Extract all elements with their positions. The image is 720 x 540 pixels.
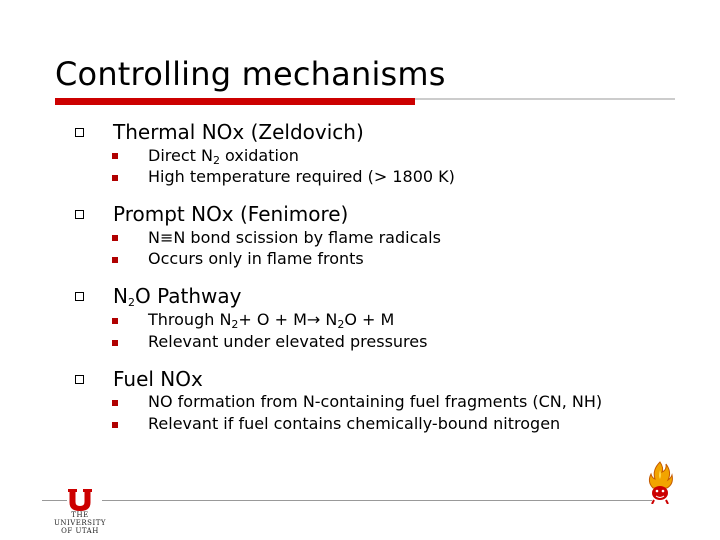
slide-title: Controlling mechanisms: [55, 55, 446, 93]
square-bullet-icon: [112, 400, 118, 406]
logo-line: THE: [71, 511, 89, 519]
hollow-square-bullet-icon: [75, 210, 84, 219]
logo-wordmark: [45, 511, 115, 535]
block-u-logo-icon: [66, 488, 94, 512]
outline-subitem: Through $N_2+ O + M\to N_2O + M$: [148, 310, 395, 331]
hollow-square-bullet-icon: [75, 292, 84, 301]
logo-line: UNIVERSITY: [53, 519, 107, 527]
outline-subitem: Direct $N_2$ oxidation: [148, 146, 299, 167]
square-bullet-icon: [112, 235, 118, 241]
outline-subitem: Occurs only in flame fronts: [148, 249, 364, 268]
hollow-square-bullet-icon: [75, 375, 84, 384]
title-underline-accent: [55, 98, 415, 105]
outline-subitem: Relevant under elevated pressures: [148, 332, 428, 351]
square-bullet-icon: [112, 422, 118, 428]
square-bullet-icon: [112, 340, 118, 346]
square-bullet-icon: [112, 318, 118, 324]
outline-subitem: NO formation from N-containing fuel fragments (CN, NH): [148, 392, 603, 411]
hollow-square-bullet-icon: [75, 128, 84, 137]
footer-divider: [102, 500, 652, 501]
outline-subitem: N≡N bond scission by flame radicals: [148, 228, 441, 247]
logo-line: OF UTAH: [61, 527, 99, 535]
title-underline-gray: [415, 98, 675, 100]
university-logo: [45, 488, 111, 538]
square-bullet-icon: [112, 257, 118, 263]
outline-item: Prompt NOx (Fenimore): [113, 202, 349, 226]
outline-item: Thermal NOx (Zeldovich): [113, 120, 364, 144]
square-bullet-icon: [112, 153, 118, 159]
square-bullet-icon: [112, 175, 118, 181]
outline-item: Fuel NOx: [113, 367, 203, 391]
outline-item: $N_2O$ Pathway: [113, 284, 242, 309]
mascot-icon: [645, 460, 675, 504]
outline-subitem: Relevant if fuel contains chemically-bound nitrogen: [148, 414, 561, 433]
outline-subitem: High temperature required (> 1800 K): [148, 167, 455, 186]
